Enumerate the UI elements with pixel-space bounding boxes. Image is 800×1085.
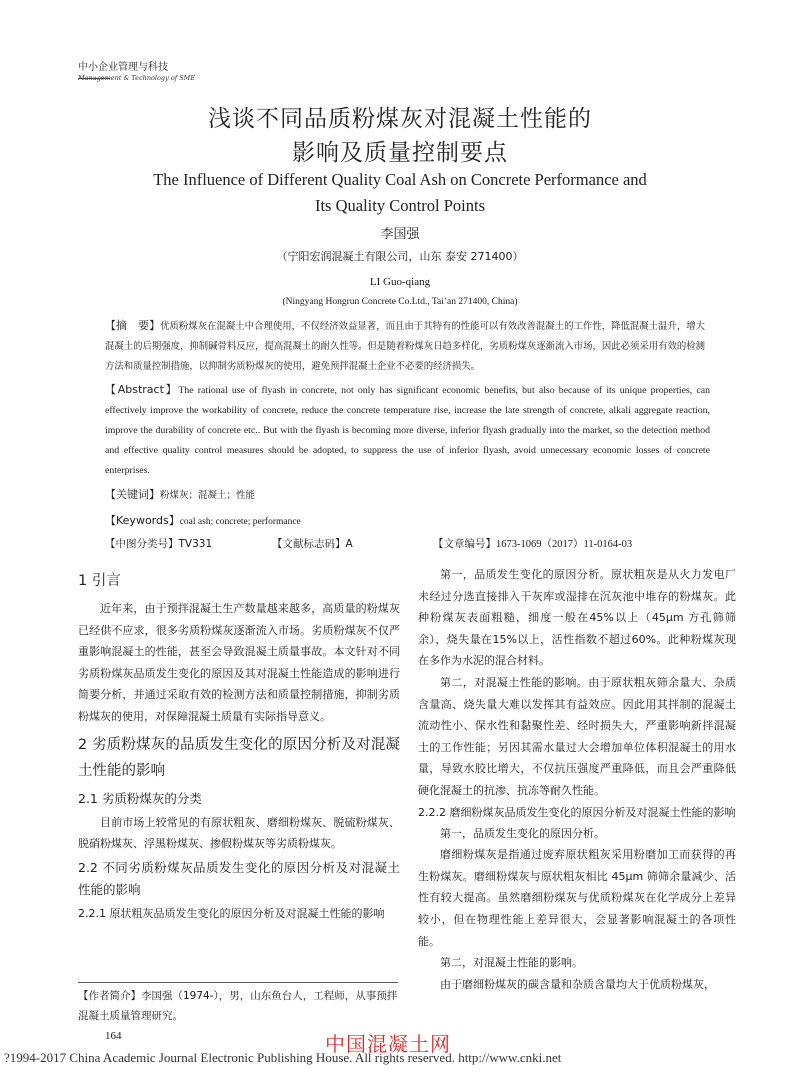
clc-label: 【中图分类号】 [105, 538, 179, 550]
copyright-line: ?1994-2017 China Academic Journal Electronic Publishing House. All rights reserved. http://www.cnki.net [4, 1050, 562, 1065]
abstract-cn-text: 优质粉煤灰在混凝土中合理使用，不仅经济效益显著，而且由于其特有的性能可以有效改善混凝土的工作性，降低混凝土温升，增大混凝土的后期强度，抑制碱骨料反应，提高混凝土的耐久性等。但是随着粉煤灰日趋多样化，劣质粉煤灰逐渐流入市场，因此必须采用有效的检测方法和质量控制措施，以抑制劣质粉煤灰的使用，避免预拌混凝土企业不必要的经济损失。 [105, 321, 706, 372]
keywords-cn-label: 【关键词】 [105, 488, 160, 501]
doc-label: 【文献标志码】 [272, 538, 346, 550]
art-value: 1673-1069（2017）11-0164-03 [496, 539, 633, 550]
clc-number [105, 536, 212, 551]
section-1-paragraph: 近年来，由于预拌混凝土生产数量越来越多，高质量的粉煤灰已经供不应求，很多劣质粉煤灰逐渐流入市场。劣质粉煤灰不仅严重影响混凝土的性能，甚至会导致混凝土质量事故。本文针对不同劣质粉煤灰品质发生变化的原因及其对混凝土性能造成的影响进行简要分析，并通过采取有效的检测方法和质量控制措施，抑制劣质粉煤灰的使用，对保障混凝土质量有实际指导意义。 [78, 602, 400, 723]
section-2-2-1-heading: 2.2.1 原状粗灰品质发生变化的原因分析及对混凝土性能的影响 [78, 906, 385, 920]
title-en-line2: Its Quality Control Points [314, 196, 486, 215]
right-column [418, 564, 736, 995]
abstract-en [105, 380, 710, 481]
author-en: LI Guo-qiang [369, 276, 431, 288]
section-2-2-heading: 2.2 不同劣质粉煤灰品质发生变化的原因分析及对混凝土性能的影响 [78, 859, 400, 897]
abstract-cn [105, 316, 705, 377]
page-number: 164 [105, 1030, 122, 1042]
title-cn-line2: 影响及质量控制要点 [292, 140, 508, 166]
keywords-en-label: 【Keywords】 [105, 514, 180, 527]
keywords-en-text: coal ash; concrete; performance [179, 517, 301, 527]
abstract-en-label: 【Abstract】 [105, 383, 179, 396]
keywords-cn-text: 粉煤灰；混凝土；性能 [160, 490, 256, 501]
abstract-en-text: The rational use of flyash in concrete, not only has significant economic benefits, but also because of its unique properties, can effectively improve the workability of concrete, reduce the concrete temperature rise, increase the late strength of concrete, alkali aggregate reaction, improve the durability of concrete etc.. But with the flyash is becoming more diverse, inferior flyash gradually into the market, so the detection method and effective quality control measures should be adopted, to suppress the use of inferior flyash, avoid unnecessary economic losses of concrete enterprises. [105, 385, 710, 476]
abstract-cn-label: 【摘 要】 [105, 319, 161, 332]
right-paragraph-4: 磨细粉煤灰是指通过废弃原状粗灰采用粉磨加工而获得的再生粉煤灰。磨细粉煤灰与原状粗灰相比 45μm 筛筛余量减少、活性有较大提高。虽然磨细粉煤灰与优质粉煤灰在化学成分上差异较小，但在物理性能上差异很大，会显著影响混凝土的各项性能。 [418, 848, 736, 948]
doc-code [272, 536, 353, 551]
left-column [78, 564, 400, 924]
right-paragraph-2: 第二，对混凝土性能的影响。由于原状粗灰筛余量大、杂质含量高、烧失量大难以发挥其有益效应。因此用其拌制的混凝土流动性小、保水性和黏聚性差、经时损失大，严重影响新拌混凝土的工作性能；另因其需水量过大会增加单位体积混凝土的用水量，导致水胶比增大，不仅抗压强度严重降低，而且会严重降低硬化混凝土的抗渗、抗冻等耐久性能。 [418, 675, 736, 797]
footnote-rule [78, 982, 398, 983]
right-paragraph-6: 由于磨细粉煤灰的碳含量和杂质含量均大于优质粉煤灰， [440, 977, 715, 991]
author-cn: 李国强 [380, 227, 420, 242]
art-label: 【文章编号】 [433, 538, 496, 550]
doc-value: A [345, 538, 353, 550]
affiliation-cn: （宁阳宏润混凝土有限公司，山东 泰安 271400） [276, 250, 524, 263]
clc-value: TV331 [178, 538, 213, 550]
title-en-line1: The Influence of Different Quality Coal Ash on Concrete Performance and [153, 170, 647, 189]
journal-name-cn: 中小企业管理与科技 [78, 62, 168, 73]
section-2-1-heading: 2.1 劣质粉煤灰的分类 [78, 790, 202, 806]
right-paragraph-5: 第二，对混凝土性能的影响。 [440, 956, 583, 970]
keywords-cn [105, 486, 255, 502]
article-number [433, 536, 632, 551]
title-cn-line1: 浅谈不同品质粉煤灰对混凝土性能的 [208, 106, 592, 132]
author-footnote: 【作者简介】李国强（1974-），男，山东鱼台人，工程师，从事预拌混凝土质量管理研究。 [78, 990, 398, 1022]
right-paragraph-3: 第一，品质发生变化的原因分析。 [440, 826, 605, 840]
section-1-heading: 1 引言 [78, 573, 121, 589]
journal-name-en: Management & Technology of SME [78, 74, 196, 82]
header-rule [78, 78, 110, 79]
affiliation-en: (Ningyang Hongrun Concrete Co.Ltd., Tai’an 271400, China) [282, 297, 518, 307]
watermark: 中国混凝土网 [325, 1032, 451, 1056]
section-2-1-paragraph: 目前市场上较常见的有原状粗灰、磨细粉煤灰、脱硫粉煤灰、脱硝粉煤灰、浮黑粉煤灰、掺假粉煤灰等劣质粉煤灰。 [78, 815, 400, 851]
keywords-en [105, 512, 301, 528]
section-2-heading: 2 劣质粉煤灰的品质发生变化的原因分析及对混凝土性能的影响 [78, 736, 400, 779]
section-2-2-2-heading: 2.2.2 磨细粉煤灰品质发生变化的原因分析及对混凝土性能的影响 [418, 805, 736, 819]
right-paragraph-1: 第一，品质发生变化的原因分析。原状粗灰是从火力发电厂未经过分选直接排入干灰库或湿排在沉灰池中堆存的粉煤灰。此种粉煤灰表面粗糙，细度一般在45%以上（45μm 方孔筛筛余），烧失量在15%以上，活性指数不超过60%。此种粉煤灰现在多作为水泥的混合材料。 [418, 568, 736, 668]
